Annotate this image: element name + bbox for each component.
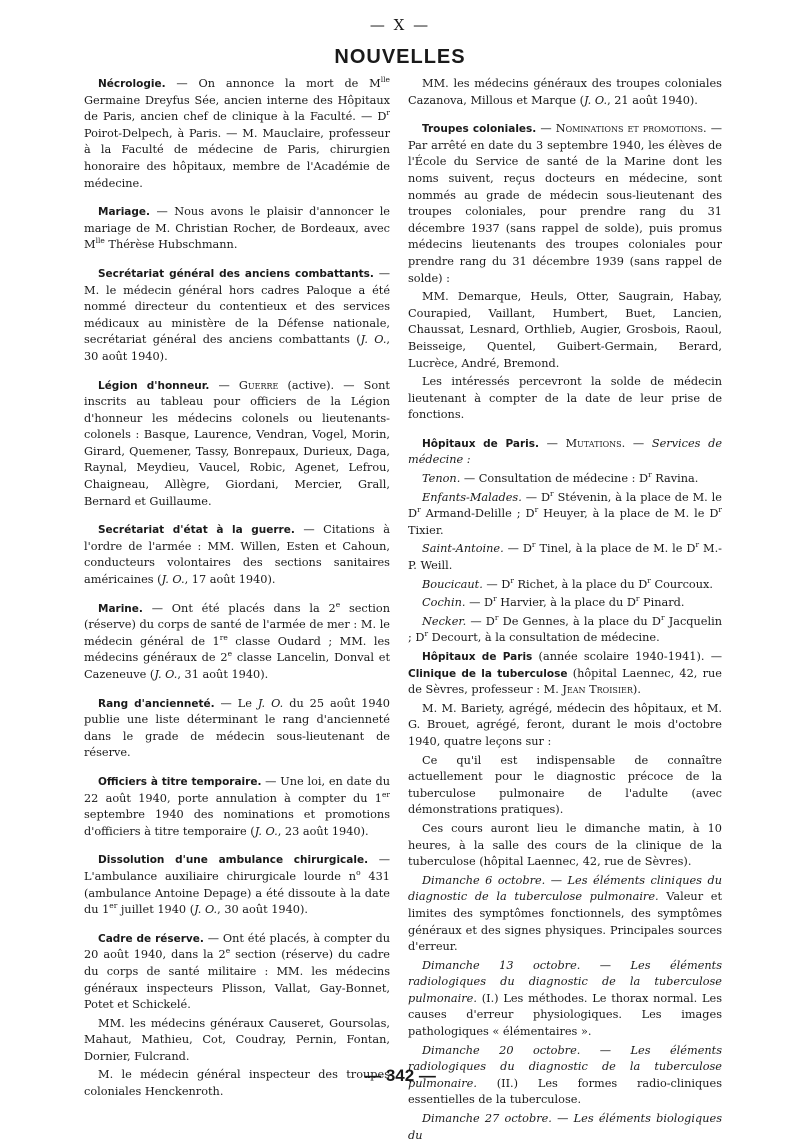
text: classe Oudard ; MM. les médecins généraux de 2 — [84, 634, 390, 665]
paragraph: MM. Demarque, Heuls, Otter, Saugrain, Habay, Courapied, Vaillant, Humbert, Buet, Lancien, Chaussat, Lesnard, Orthlieb, Augier, Grosbois, Raoul, Beisseige, Quentel, Guibert-Germain, Berard, Lucrèce, André, Bremond. — [408, 290, 722, 370]
superscript: lle — [95, 236, 105, 246]
journal-ref: J. O. — [584, 93, 608, 107]
text: — Citations à l'ordre de l'armée : MM. Willen, Esten et Cahoun, conducteurs volontaires des sections sanitaires américaines ( — [84, 523, 390, 587]
superscript: r — [424, 629, 429, 639]
text: Decourt, à la consultation de médecine. — [428, 631, 660, 645]
text: — D — [466, 614, 495, 628]
hospital-name: Necker. — [422, 614, 467, 628]
text: Richet, à la place du D — [513, 577, 648, 591]
hospital-name: Saint-Antoine. — [422, 542, 504, 556]
journal-ref: J. O. — [254, 824, 278, 838]
text: — D — [482, 577, 511, 591]
article-heading: Mariage. — [98, 206, 151, 219]
paragraph — [408, 541, 722, 574]
text: Harvier, à la place du D — [496, 596, 636, 610]
text: Valeur et limites des symptômes fonctionnels, des symptômes généraux et des signes physiques. Principales sources d'erreur. — [408, 890, 722, 954]
article-heading: Nécrologie. — [98, 78, 166, 90]
text: Ravina. — [651, 472, 699, 486]
lecture-entry — [408, 1111, 722, 1144]
paragraph — [408, 436, 722, 469]
text: ). — [632, 683, 641, 697]
paragraph — [84, 931, 390, 1014]
article-rang-anciennete — [84, 696, 390, 762]
page-number: — 342 — — [364, 1066, 436, 1085]
small-caps-text: Nominations et promotions. — [555, 122, 707, 136]
text: Germaine Dreyfus Sée, ancien interne des Hôpitaux de Paris, ancien chef de clinique à la Faculté. — D — [84, 93, 390, 124]
text: (hôpital Laennec, 42, rue de Sèvres, professeur : M. — [408, 666, 722, 697]
text: section (réserve) du corps de santé de l'armée de mer : M. le médecin général de 1 — [84, 601, 390, 648]
paragraph — [408, 649, 722, 699]
journal-ref: J. O. — [161, 573, 185, 587]
text: — Nous avons le plaisir d'annoncer le mariage de M. Christian Rocher, de Bordeaux, avec M — [84, 205, 390, 252]
paragraph — [408, 490, 722, 540]
left-column — [84, 76, 390, 1113]
article-heading: Légion d'honneur. — [98, 379, 210, 392]
superscript: r — [494, 613, 499, 623]
text: — D — [503, 542, 532, 556]
lecture-title: Dimanche 6 octobre. — Les éléments cliniques du diagnostic de la tuberculose pulmonaire. — [408, 873, 722, 904]
text: — D — [465, 596, 494, 610]
text: Heuyer, à la place de M. le D — [538, 507, 719, 521]
superscript: r — [510, 575, 514, 585]
superscript: r — [695, 540, 700, 550]
article-necrologie — [84, 76, 390, 192]
paragraph: Ces cours auront lieu le dimanche matin, à 10 heures, à la salle des cours de la clinique de la tuberculose (hôpital Laennec, 42, rue de Sèvres). — [408, 821, 722, 869]
journal-ref: J. O. — [154, 668, 178, 681]
text: — — [539, 436, 566, 450]
paragraph — [408, 76, 722, 109]
paragraph — [408, 121, 722, 287]
hospital-name: Enfants-Malades. — [422, 490, 522, 504]
text: septembre 1940 des nominations et promotions d'officiers à titre temporaire ( — [84, 808, 390, 838]
paragraph — [84, 522, 390, 588]
text: classe Lancelin, Donval et Cazeneuve ( — [84, 651, 390, 681]
text: Armand-Delille ; D — [420, 507, 535, 521]
superscript: e — [225, 946, 231, 956]
text: Jacquelin ; D — [408, 614, 722, 645]
text: MM. les médecins généraux des troupes coloniales Cazanova, Millous et Marque ( — [408, 77, 722, 107]
italic-text: Services de médecine : — [408, 436, 723, 467]
journal-ref: J. O. — [360, 333, 387, 347]
text: Pinard. — [639, 596, 685, 610]
journal-ref: J. O. — [257, 696, 284, 710]
hospital-name: Cochin. — [422, 596, 466, 610]
paragraph — [84, 696, 390, 762]
text: — Le — [214, 696, 258, 710]
text: — — [536, 122, 556, 136]
article-officiers-temporaire — [84, 774, 390, 840]
text: — On annonce la mort de M — [165, 77, 381, 90]
superscript: e — [227, 649, 233, 659]
article-cadre-reserve-continued — [408, 76, 722, 109]
superscript: o — [356, 868, 361, 878]
text: M.-P. Weill. — [408, 542, 722, 573]
hospital-name: Tenon. — [422, 472, 461, 486]
hospital-name: Boucicaut. — [422, 577, 483, 591]
lecture-title: Dimanche 20 octobre. — Les éléments radiologiques du diagnostic de la tuberculose pulmonaire. — [408, 1043, 722, 1090]
superscript: r — [534, 505, 539, 515]
text: Tixier. — [408, 523, 444, 537]
superscript: r — [648, 470, 652, 480]
superscript: r — [647, 575, 651, 585]
text: Tinel, à la place de M. le D — [535, 542, 696, 556]
superscript: er — [109, 901, 118, 911]
lecture-title: Dimanche 27 octobre. — Les éléments biologiques du — [408, 1112, 722, 1142]
article-heading: Hôpitaux de Paris — [422, 651, 533, 663]
text: — Par arrêté en date du 3 septembre 1940, les élèves de l'École du Service de santé de la Marine dont les noms suivent, reçus docteurs en médecine, sont nommés au grade de médecin sous-lieutenant des troupes coloniales, pour prendre rang du 31 décembre 1937 (sans rappel de solde), puis promus médecins lieutenants des troupes coloniales pour prendre rang du 31 décembre 1939 (sans rappel de solde) : — [408, 122, 722, 285]
small-caps-text: Mutations. — [565, 436, 626, 450]
text: Thérèse Hubschmann. — [104, 238, 238, 252]
section-title: NOUVELLES — [334, 46, 466, 68]
superscript: r — [718, 505, 722, 515]
superscript: r — [531, 540, 536, 550]
text: (II.) Les formes radio-cliniques essentielles de la tuberculose. — [408, 1076, 722, 1107]
superscript: r — [386, 108, 390, 118]
superscript: lle — [380, 75, 390, 85]
text: 431 (ambulance Antoine Depage) a été dissoute à la date du 1 — [84, 869, 390, 917]
paragraph — [84, 266, 390, 366]
text: juillet 1940 ( — [117, 903, 195, 917]
paragraph — [84, 601, 390, 684]
text: — D — [521, 490, 551, 504]
superscript: r — [417, 505, 421, 515]
article-legion-honneur — [84, 378, 390, 511]
superscript: er — [381, 789, 390, 799]
paragraph — [84, 378, 390, 511]
text: — Ont été placés, à compter du 20 août 1940, dans la 2 — [84, 931, 391, 962]
text: — M. le médecin général hors cadres Paloque a été nommé directeur du contentieux et des services médicaux au ministère de la Défense nationale, secrétariat général des anciens combattants ( — [84, 266, 390, 347]
right-column — [408, 76, 722, 1146]
article-heading: Marine. — [98, 602, 143, 615]
paragraph — [408, 577, 722, 594]
text: , 23 août 1940). — [277, 824, 369, 838]
paragraph: M. le médecin général inspecteur des troupes coloniales Henckenroth. — [84, 1068, 390, 1099]
lecture-entry — [408, 873, 722, 956]
paragraph — [84, 774, 390, 840]
article-dissolution-ambulance — [84, 852, 390, 918]
article-secretariat-anciens-combattants — [84, 266, 390, 366]
text: Stévenin, à la place de M. le D — [408, 490, 722, 521]
article-heading: Hôpitaux de Paris. — [422, 437, 540, 450]
text: (active). — Sont inscrits au tableau pour officiers de la Légion d'honneur les médecins colonels ou lieutenants-colonels : Basque, Laurence, Vendran, Vogel, Morin, Girard, Quemener, Tassy, Bonrepaux, Durieux, Daga, Raynal, Meydieu, Vaucel, Robic, Agenet, Lefrou, Chaigneau, Allègre, Giordani, Mercier, Grall, Bernard et Guillaume. — [84, 378, 390, 508]
paragraph — [408, 614, 722, 647]
text: — Consultation de médecine : D — [460, 472, 649, 486]
text: , 30 août 1940). — [217, 903, 308, 917]
text: De Gennes, à la place du D — [498, 614, 661, 628]
superscript: r — [635, 594, 640, 604]
text: — Une loi, en date du 22 août 1940, porte annulation à compter du 1 — [84, 774, 390, 805]
paragraph — [408, 595, 722, 612]
text: Poirot-Delpech, à Paris. — M. Mauclaire, professeur à la Faculté de médecine de Paris, chirurgien honoraire des hôpitaux, membre de l'Académie de médecine. — [84, 126, 390, 190]
lecture-title: Dimanche 13 octobre. — Les éléments radiologiques du diagnostic de la tuberculose pulmonaire. — [408, 958, 722, 1005]
paragraph — [84, 76, 390, 192]
paragraph — [84, 852, 390, 918]
text: — L'ambulance auxiliaire chirurgicale lourde n — [84, 853, 391, 883]
small-caps-text: Jean Troisier — [562, 683, 633, 697]
superscript: r — [493, 594, 497, 604]
article-subheading: Clinique de la tuberculose — [408, 667, 568, 680]
article-troupes-coloniales — [408, 121, 722, 424]
article-marine — [84, 601, 390, 684]
text: — Ont été placés dans la 2 — [142, 601, 336, 615]
article-heading: Rang d'ancienneté. — [98, 697, 215, 710]
paragraph: M. M. Bariety, agrégé, médecin des hôpitaux, et M. G. Brouet, agrégé, feront, durant le mois d'octobre 1940, quatre leçons sur : — [408, 701, 722, 748]
text: , 30 août 1940). — [84, 333, 391, 363]
text: (I.) Les méthodes. Le thorax normal. Les causes d'erreur physiologiques. Les images pathologiques « élémentaires ». — [408, 991, 722, 1039]
lecture-entry — [408, 958, 722, 1041]
text: — — [625, 436, 652, 450]
text: Courcoux. — [650, 577, 713, 591]
article-secretariat-guerre — [84, 522, 390, 588]
journal-ref: J. O. — [194, 903, 218, 917]
text: , 31 août 1940). — [177, 668, 269, 681]
article-heading: Officiers à titre temporaire. — [98, 775, 262, 788]
superscript: re — [219, 633, 228, 643]
superscript: e — [335, 599, 341, 609]
article-hopitaux-paris-mutations — [408, 436, 722, 647]
text: , 21 août 1940). — [607, 93, 698, 107]
paragraph — [408, 471, 722, 488]
text: , 17 août 1940). — [184, 573, 276, 587]
text: — — [209, 378, 239, 392]
article-heading: Dissolution d'une ambulance chirurgicale. — [98, 854, 369, 867]
small-caps-text: Guerre — [238, 378, 279, 392]
paragraph: Ce qu'il est indispensable de connaître actuellement pour le diagnostic précoce de la tuberculose pulmonaire de l'adulte (avec démonstrations pratiques). — [408, 753, 722, 817]
page-roman-numeral: — X — — [369, 16, 431, 34]
paragraph: Les intéressés percevront la solde de médecin lieutenant à compter de la date de leur prise de fonctions. — [408, 375, 722, 422]
text: section (réserve) du cadre du corps de santé militaire : MM. les médecins généraux inspecteurs Plisson, Vallat, Gay-Bonnet, Potet et Schickelé. — [84, 948, 390, 1012]
article-heading: Cadre de réserve. — [98, 932, 204, 945]
article-heading: Troupes coloniales. — [422, 123, 537, 136]
paragraph: MM. les médecins généraux Causeret, Goursolas, Mahaut, Mathieu, Cot, Coudray, Pernin, Fontan, Dornier, Fulcrand. — [84, 1016, 390, 1063]
article-heading: Secrétariat d'état à la guerre. — [98, 524, 295, 537]
paragraph — [84, 204, 390, 254]
article-heading: Secrétariat général des anciens combattants. — [98, 267, 374, 280]
text: (année scolaire 1940-1941). — — [532, 650, 722, 663]
superscript: r — [660, 613, 665, 623]
article-mariage — [84, 204, 390, 254]
text: du 25 août 1940 publie une liste déterminant le rang d'ancienneté dans le grade de médecin sous-lieutenant de réserve. — [84, 696, 390, 760]
superscript: r — [550, 488, 554, 498]
